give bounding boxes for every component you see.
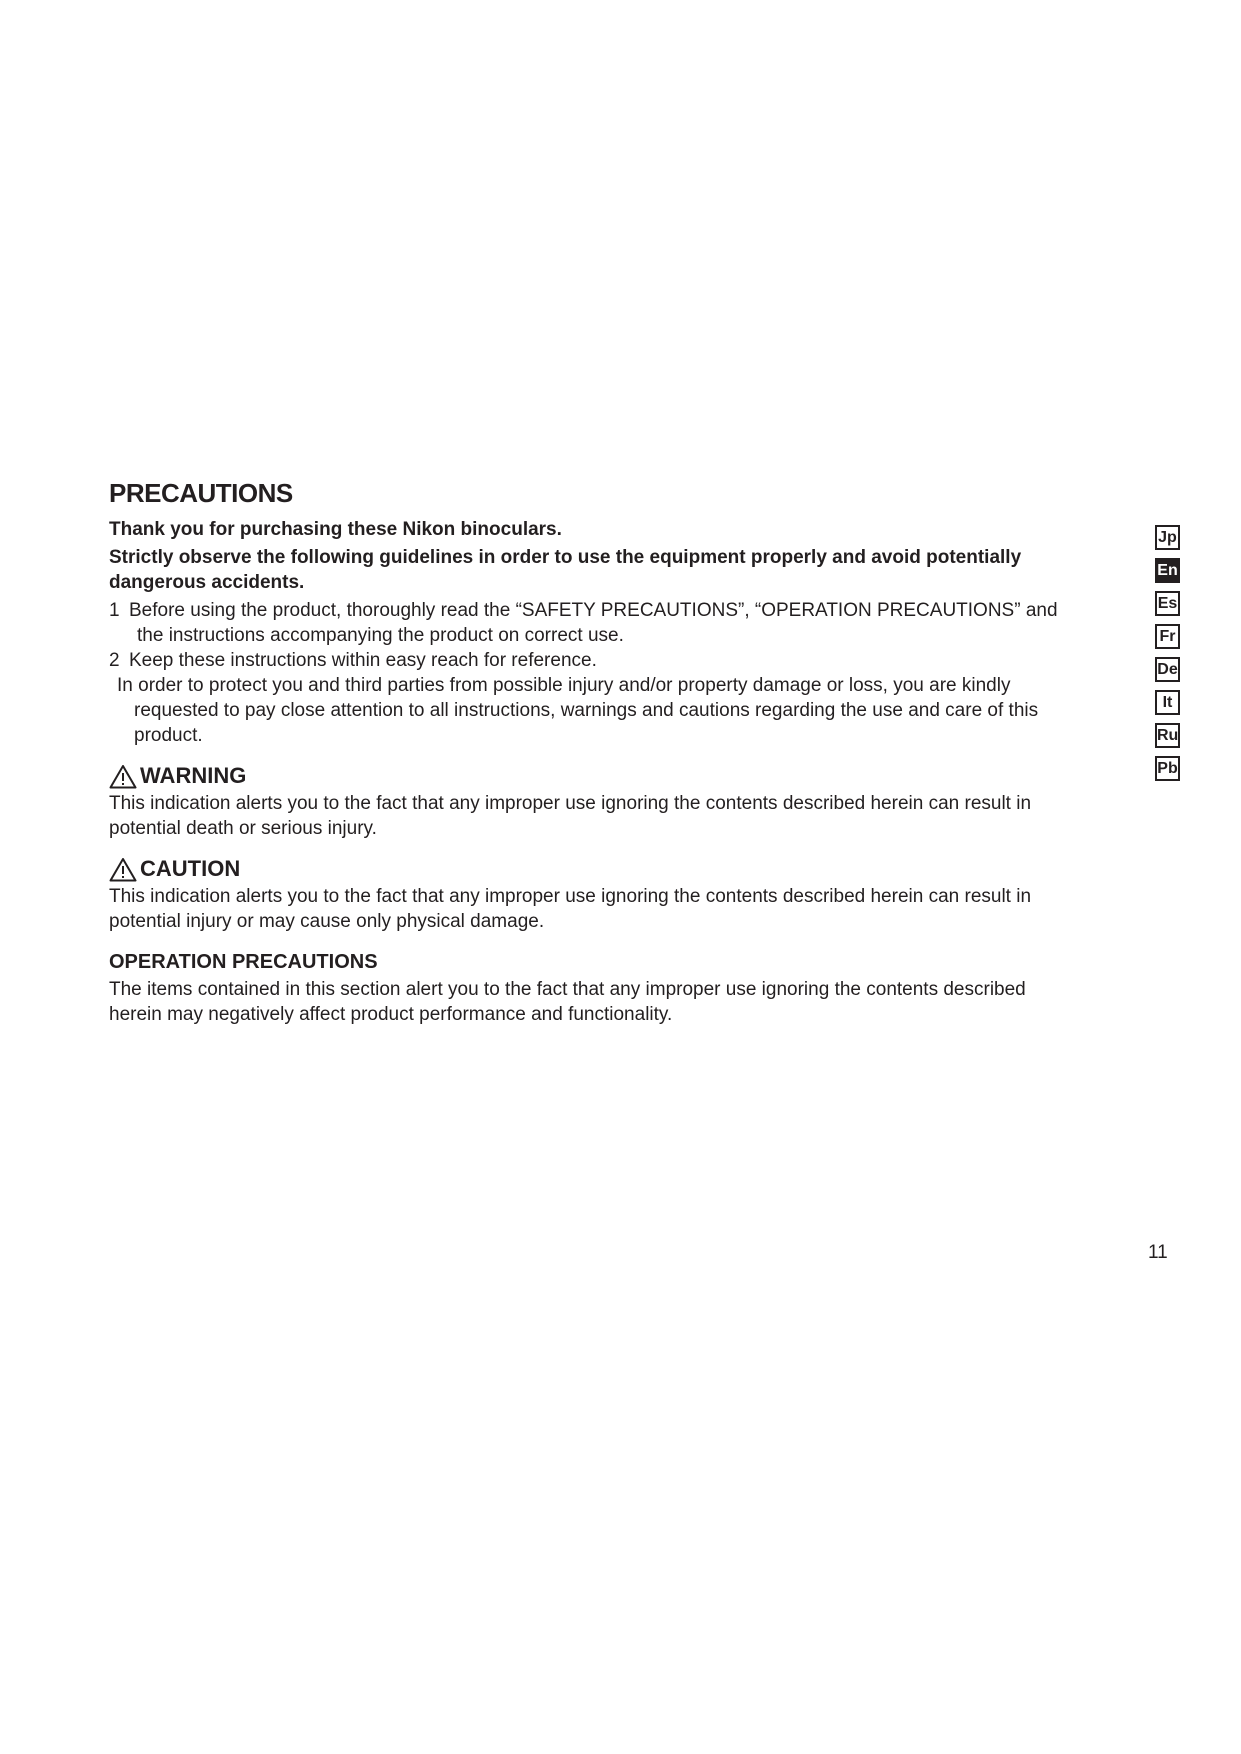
operation-heading: OPERATION PRECAUTIONS <box>109 951 378 973</box>
intro-guideline: Strictly observe the following guidelines in order to use the equipment properly and avoid potentially dangerous accidents. <box>109 547 1022 593</box>
page-title: PRECAUTIONS <box>109 478 293 508</box>
warning-heading <box>109 763 1079 789</box>
caution-heading <box>109 856 1079 882</box>
warning-triangle-icon <box>109 857 137 882</box>
operation-text: The items contained in this section alert you to the fact that any improper use ignoring the contents described herein may negatively affect product performance and functionality. <box>109 979 1026 1025</box>
language-tab-jp[interactable]: Jp <box>1155 525 1180 550</box>
step-text: Before using the product, thoroughly read the “SAFETY PRECAUTIONS”, “OPERATION PRECAUTIONS” and the instructions accompanying the product on correct use. <box>129 600 1058 646</box>
step-item <box>109 598 1079 648</box>
language-tab-es[interactable]: Es <box>1155 591 1180 616</box>
language-tab-ru[interactable]: Ru <box>1155 723 1180 748</box>
protection-note: In order to protect you and third parties from possible injury and/or property damage or loss, you are kindly requested to pay close attention to all instructions, warnings and cautions regarding the use and care of this product. <box>117 675 1039 746</box>
step-number: 1 <box>109 600 120 621</box>
language-tab-it[interactable]: It <box>1155 690 1180 715</box>
language-tab-de[interactable]: De <box>1155 657 1180 682</box>
intro-thanks: Thank you for purchasing these Nikon binoculars. <box>109 519 562 540</box>
caution-heading-text: CAUTION <box>140 856 241 881</box>
warning-text: This indication alerts you to the fact that any improper use ignoring the contents described herein can result in potential death or serious injury. <box>109 793 1032 839</box>
caution-text: This indication alerts you to the fact that any improper use ignoring the contents described herein can result in potential injury or may cause only physical damage. <box>109 886 1032 932</box>
language-tab-pb[interactable]: Pb <box>1155 756 1180 781</box>
language-tab-fr[interactable]: Fr <box>1155 624 1180 649</box>
language-tabs <box>1155 525 1180 789</box>
warning-heading-text: WARNING <box>140 763 247 788</box>
warning-triangle-icon <box>109 764 137 789</box>
step-text: Keep these instructions within easy reach for reference. <box>129 650 597 671</box>
step-item <box>109 648 1079 673</box>
page-number: 11 <box>1148 1242 1168 1263</box>
language-tab-en[interactable]: En <box>1155 558 1180 583</box>
step-number: 2 <box>109 650 120 671</box>
document-body <box>109 478 1079 1027</box>
